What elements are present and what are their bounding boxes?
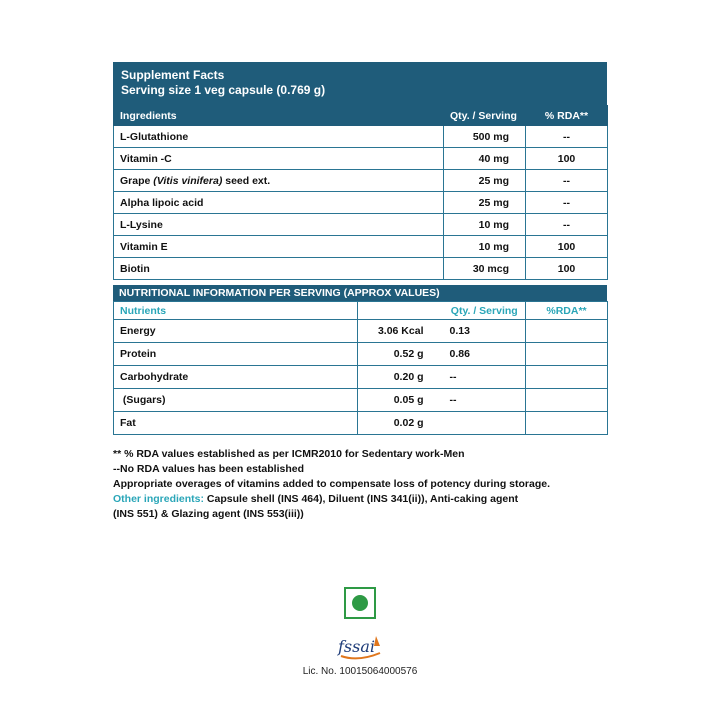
other-ingredients-label: Other ingredients:: [113, 493, 205, 505]
table-row: [114, 192, 608, 214]
nutrient-name: Carbohydrate: [114, 366, 358, 389]
rda-footnote: ** % RDA values established as per ICMR2010 for Sedentary work-Men: [113, 448, 465, 460]
nutrient-amount: 0.52 g: [358, 343, 436, 366]
ingredient-rda: 100: [526, 236, 608, 258]
nutrition-table: [113, 301, 608, 435]
nutrients-header: Nutrients: [114, 302, 358, 320]
table-row: [114, 343, 608, 366]
ingredient-qty: 500 mg: [444, 126, 526, 148]
rda-header: % RDA**: [526, 106, 608, 126]
nutrient-qty: --: [436, 366, 526, 389]
fssai-logo: [336, 634, 384, 666]
nutrient-rda: [526, 389, 608, 412]
ingredient-rda: --: [526, 126, 608, 148]
supplement-title: Supplement Facts: [121, 68, 225, 82]
ingredient-name-italic: (Vitis vinifera): [153, 174, 223, 187]
table-row: [114, 389, 608, 412]
nutrient-name: (Sugars): [114, 389, 358, 412]
nutrient-qty: 0.13: [436, 320, 526, 343]
other-ingredients-cont: (INS 551) & Glazing agent (INS 553(iii)): [113, 508, 304, 520]
nutrient-name: Energy: [114, 320, 358, 343]
veg-dot: [352, 595, 368, 611]
ingredient-qty: 40 mg: [444, 148, 526, 170]
table-row: [114, 214, 608, 236]
supplement-facts-panel: [113, 62, 607, 435]
ingredient-qty: 25 mg: [444, 170, 526, 192]
ingredient-name: L-Glutathione: [114, 126, 444, 148]
ingredients-table: [113, 105, 608, 280]
nutrient-rda: [526, 412, 608, 435]
ingredient-rda: 100: [526, 258, 608, 280]
ingredient-name: L-Lysine: [114, 214, 444, 236]
nutrition-header-row: [114, 302, 608, 320]
table-row: [114, 170, 608, 192]
nutrition-rda-header: %RDA**: [526, 302, 608, 320]
ingredient-name: Vitamin E: [114, 236, 444, 258]
table-row: [114, 412, 608, 435]
license-number: Lic. No. 10015064000576: [302, 666, 418, 677]
ingredient-name: [114, 170, 444, 192]
ingredient-qty: 30 mcg: [444, 258, 526, 280]
ingredient-name-post: seed ext.: [222, 174, 271, 187]
ingredient-rda: --: [526, 170, 608, 192]
supplement-header: [113, 62, 607, 105]
fssai-logo-text: fssai: [338, 637, 375, 656]
amount-header: [358, 302, 436, 320]
nutrient-name: Protein: [114, 343, 358, 366]
nutrient-rda: [526, 366, 608, 389]
table-row: [114, 148, 608, 170]
ingredient-qty: 25 mg: [444, 192, 526, 214]
nutrition-title: NUTRITIONAL INFORMATION PER SERVING (APPROX VALUES): [113, 285, 607, 301]
ingredient-rda: --: [526, 192, 608, 214]
other-ingredients-text: Capsule shell (INS 464), Diluent (INS 341(ii)), Anti-caking agent: [204, 493, 519, 505]
ingredient-qty: 10 mg: [444, 214, 526, 236]
nutrient-qty: 0.86: [436, 343, 526, 366]
nutrient-amount: 0.02 g: [358, 412, 436, 435]
ingredients-header: Ingredients: [114, 106, 444, 126]
table-row: [114, 236, 608, 258]
table-row: [114, 126, 608, 148]
table-row: [114, 366, 608, 389]
nutrient-amount: 3.06 Kcal: [358, 320, 436, 343]
overage-note: Appropriate overages of vitamins added to compensate loss of potency during storage.: [113, 478, 551, 490]
nutrient-amount: 0.20 g: [358, 366, 436, 389]
footnotes: [113, 447, 607, 522]
nutrient-name: Fat: [114, 412, 358, 435]
nutrient-qty: --: [436, 389, 526, 412]
other-ingredients: [113, 492, 607, 507]
ingredients-header-row: [114, 106, 608, 126]
ingredient-rda: 100: [526, 148, 608, 170]
ingredient-name: Biotin: [114, 258, 444, 280]
nutrition-qty-header: Qty. / Serving: [436, 302, 526, 320]
ingredient-name: Alpha lipoic acid: [114, 192, 444, 214]
ingredient-qty: 10 mg: [444, 236, 526, 258]
no-rda-footnote: --No RDA values has been established: [113, 463, 304, 475]
qty-header: Qty. / Serving: [444, 106, 526, 126]
ingredient-rda: --: [526, 214, 608, 236]
ingredient-name: Vitamin -C: [114, 148, 444, 170]
nutrient-rda: [526, 320, 608, 343]
nutrient-rda: [526, 343, 608, 366]
ingredient-name-pre: Grape: [120, 174, 154, 187]
veg-mark-icon: [344, 587, 376, 619]
nutrient-qty: [436, 412, 526, 435]
table-row: [114, 258, 608, 280]
serving-size: Serving size 1 veg capsule (0.769 g): [121, 83, 326, 97]
table-row: [114, 320, 608, 343]
nutrient-amount: 0.05 g: [358, 389, 436, 412]
